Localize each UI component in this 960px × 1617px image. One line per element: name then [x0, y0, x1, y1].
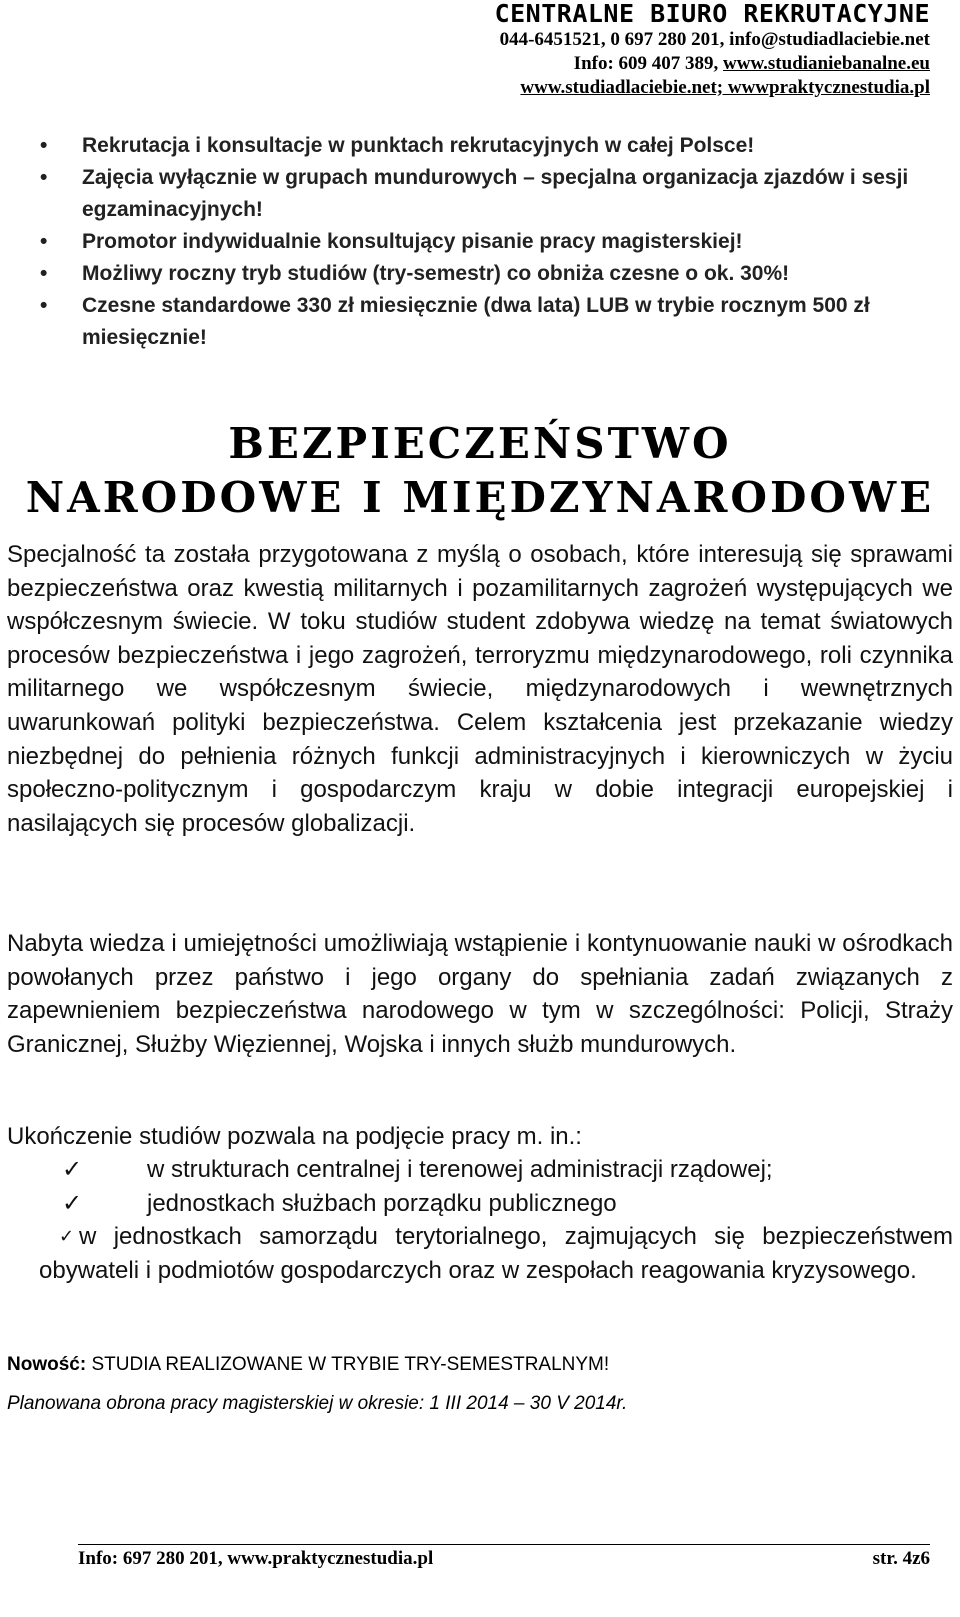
bullet-item: • Rekrutacja i konsultacje w punktach rekrutacyjnych w całej Polsce!	[40, 130, 940, 162]
knowledge-paragraph: Nabyta wiedza i umiejętności umożliwiają wstąpienie i kontynuowanie nauki w ośrodkach powołanych przez państwo i jego organy do spełniania zadań związanych z zapewnieniem bezpieczeństwa narodowego w tym w szczególności: Policji, Straży Granicznej, Służby Więziennej, Wojska i innych służb mundurowych.	[7, 930, 953, 1058]
news-line	[7, 1353, 609, 1377]
news-text: STUDIA REALIZOWANE W TRYBIE TRY-SEMESTRALNYM!	[86, 1354, 610, 1375]
benefits-bullet-list	[40, 130, 940, 354]
checklist-item-text: jednostkach służbach porządku publicznego	[147, 1189, 617, 1217]
header-contact-line-3[interactable]: www.studiadlaciebie.net; wwwpraktycznestudia.pl	[520, 77, 930, 98]
checkmark-icon: ✓	[59, 1226, 75, 1248]
section-title-line-1: BEZPIECZEŃSTWO	[228, 419, 732, 468]
checkmark-icon: ✓	[62, 1155, 83, 1183]
header-contact-line-2	[495, 52, 930, 76]
thesis-defense-note: Planowana obrona pracy magisterskiej w okresie: 1 III 2014 – 30 V 2014r.	[7, 1393, 628, 1414]
checklist-item-text: w jednostkach samorządu terytorialnego, zajmujących się bezpieczeństwem obywateli i podmiotów gospodarczych oraz w zespołach reagowania kryzysowego.	[39, 1223, 953, 1284]
header-title: CENTRALNE BIURO REKRUTACYJNE	[494, 0, 930, 28]
checklist-item-text: w strukturach centralnej i terenowej administracji rządowej;	[147, 1156, 773, 1183]
header-contact-line-1: 044-6451521, 0 697 280 201, info@studiadlaciebie.net	[499, 29, 930, 50]
page-header	[495, 0, 930, 100]
header-phone: Info: 609 407 389,	[573, 53, 724, 74]
footer-divider	[78, 1544, 930, 1545]
page-number: str. 4z6	[872, 1548, 930, 1569]
header-link-studianiebanalne[interactable]: www.studianiebanalne.eu	[723, 53, 930, 74]
checklist-item	[7, 1153, 953, 1187]
checklist-item	[7, 1187, 953, 1221]
checkmark-icon: ✓	[62, 1188, 83, 1217]
career-checklist	[7, 1153, 953, 1287]
news-label: Nowość:	[7, 1354, 87, 1375]
bullet-item: • Możliwy roczny tryb studiów (try-semestr) co obniża czesne o ok. 30%!	[40, 258, 940, 290]
bullet-item: • Promotor indywidualnie konsultujący pisanie pracy magisterskiej!	[40, 226, 940, 258]
section-title-line-2: NARODOWE I MIĘDZYNARODOWE	[25, 473, 935, 522]
bullet-item: • Zajęcia wyłącznie w grupach mundurowych – specjalna organizacja zjazdów i sesji egzaminacyjnych!	[40, 162, 940, 226]
bullet-item: • Czesne standardowe 330 zł miesięcznie (dwa lata) LUB w trybie rocznym 500 zł miesięcznie!	[40, 290, 940, 354]
checklist-item	[7, 1220, 953, 1287]
footer-contact: Info: 697 280 201, www.praktycznestudia.pl	[78, 1548, 434, 1569]
career-intro: Ukończenie studiów pozwala na podjęcie pracy m. in.:	[7, 1123, 582, 1150]
description-paragraph: Specjalność ta została przygotowana z myślą o osobach, które interesują się sprawami bezpieczeństwa oraz kwestią militarnych i pozamilitarnych zagrożeń występujących we współczesnym świecie. W toku studiów student zdobywa wiedzę na temat światowych procesów bezpieczeństwa i jego zagrożeń, terroryzmu międzynarodowego, roli czynnika militarnego we współczesnym świecie, międzynarodowych i wewnętrznych uwarunkowań polityki bezpieczeństwa. Celem kształcenia jest przekazanie wiedzy niezbędnej do pełnienia różnych funkcji administracyjnych i kierowniczych w życiu społeczno-politycznym i gospodarczym kraju w dobie integracji europejskiej i nasilających się procesów globalizacji.	[7, 541, 953, 837]
